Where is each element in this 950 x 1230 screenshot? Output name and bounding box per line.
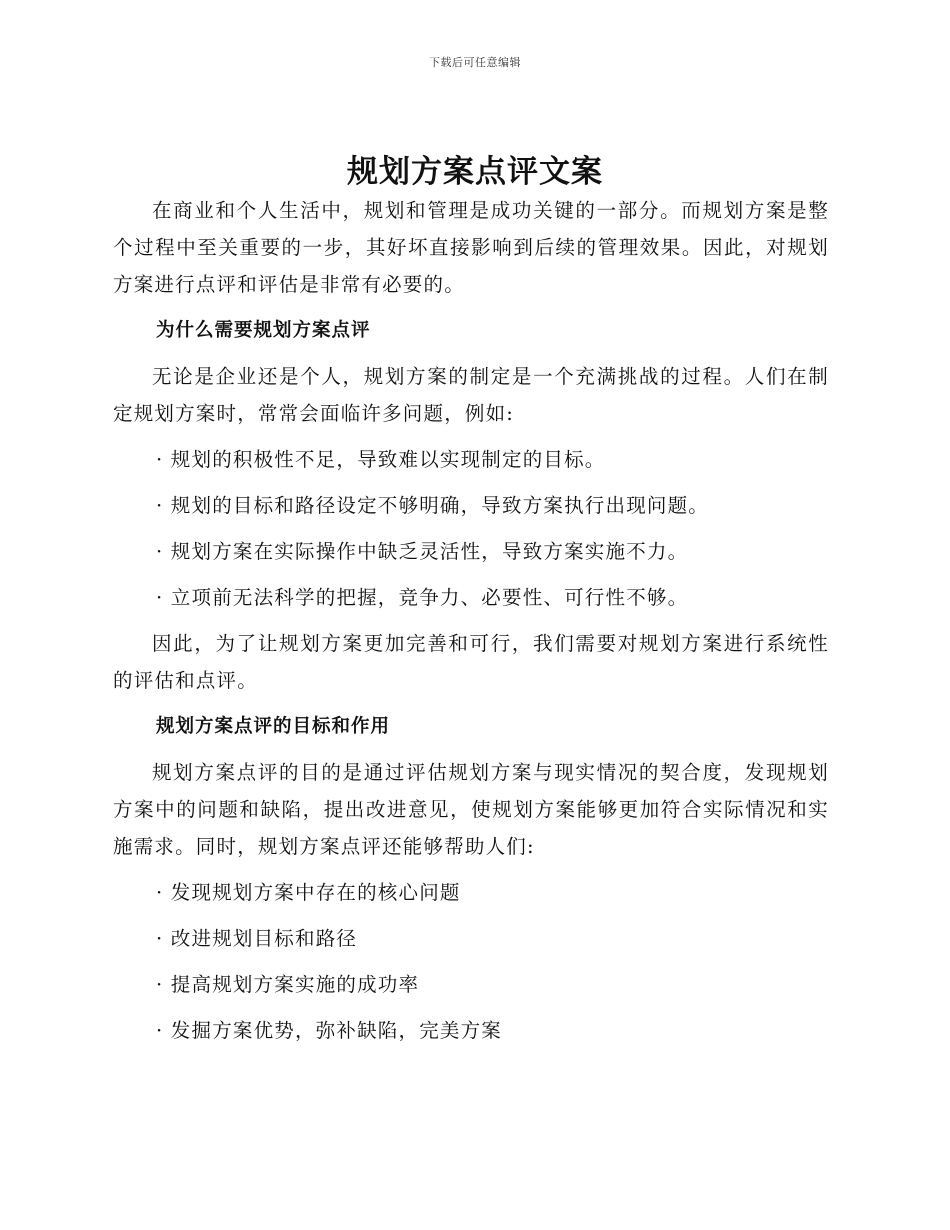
bullet-item: · 发现规划方案中存在的核心问题 (156, 881, 461, 904)
bullet-item: · 提高规划方案实施的成功率 (156, 973, 420, 996)
section-why-paragraph: 无论是企业还是个人，规划方案的制定是一个充满挑战的过程。人们在制定规划方案时，常常会面临许多问题，例如: (113, 365, 829, 425)
document-body (113, 192, 829, 1058)
document-title: 规划方案点评文案 (347, 154, 603, 190)
bullet-item: · 规划的积极性不足，导致难以实现制定的目标。 (156, 448, 606, 471)
header-note: 下载后可任意编辑 (429, 56, 521, 69)
section-why-closing: 因此，为了让规划方案更加完善和可行，我们需要对规划方案进行系统性的评估和点评。 (113, 632, 829, 692)
bullet-item: · 立项前无法科学的把握，竞争力、必要性、可行性不够。 (156, 586, 689, 609)
section-goals-paragraph: 规划方案点评的目的是通过评估规划方案与现实情况的契合度，发现规划方案中的问题和缺陷，提出改进意见，使规划方案能够更加符合实际情况和实施需求。同时，规划方案点评还能够帮助人们: (113, 761, 829, 858)
bullet-item: · 改进规划目标和路径 (156, 927, 358, 950)
bullet-item: · 规划方案在实际操作中缺乏灵活性，导致方案实施不力。 (156, 540, 689, 563)
intro-paragraph: 在商业和个人生活中，规划和管理是成功关键的一部分。而规划方案是整个过程中至关重要的一步，其好坏直接影响到后续的管理效果。因此，对规划方案进行点评和评估是非常有必要的。 (113, 199, 829, 296)
bullet-item: · 发掘方案优势，弥补缺陷，完美方案 (156, 1019, 502, 1042)
section-heading-why: 为什么需要规划方案点评 (156, 320, 371, 341)
section-heading-goals: 规划方案点评的目标和作用 (156, 716, 391, 737)
bullet-item: · 规划的目标和路径设定不够明确，导致方案执行出现问题。 (156, 494, 709, 517)
